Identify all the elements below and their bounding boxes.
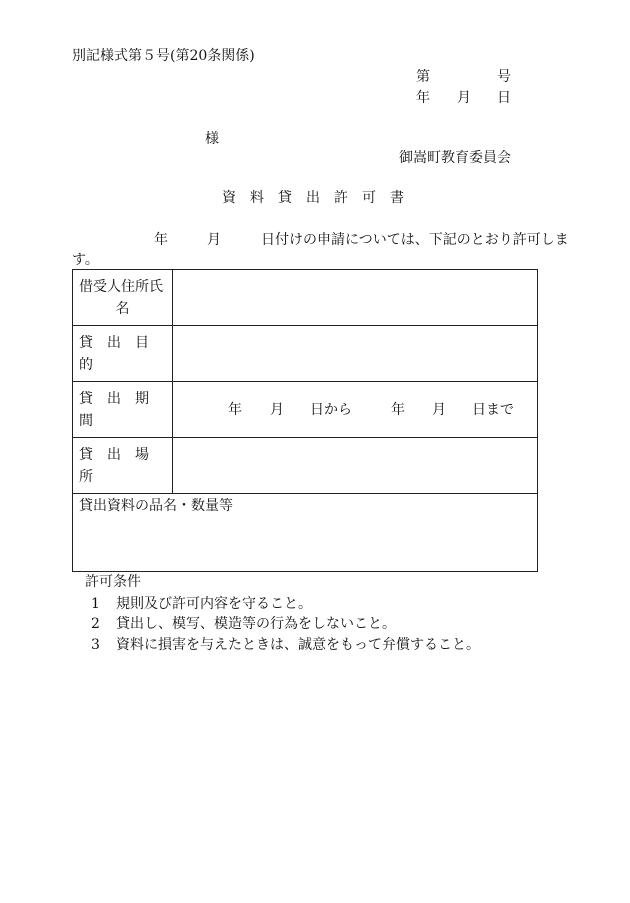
form-reference: 別記様式第５号(第20条関係) [72,48,255,64]
condition-1-number: 1 [91,596,100,612]
borrower-label-line2: 名 [115,300,130,317]
conditions-heading: 許可条件 [85,574,141,590]
borrower-label-line1: 借受人住所氏 [79,278,163,295]
period-to-month: 月 [432,402,446,418]
issuer: 御嵩町教育委員会 [399,150,511,166]
body-text-line1: 日付けの申請については、下記のとおり許可しま [261,232,569,248]
purpose-value-cell[interactable] [173,326,538,382]
items-cell[interactable] [73,494,538,572]
period-to-day: 日まで [472,402,514,418]
permit-form-table [72,269,538,572]
borrower-row [73,270,538,326]
place-label: 貸 出 場 所 [79,446,163,485]
items-row [73,494,538,572]
addressee-suffix: 様 [205,131,219,147]
period-fields [173,382,537,437]
condition-2-number: 2 [91,616,100,632]
body-year: 年 [154,232,168,248]
period-to-year: 年 [391,402,405,418]
number-suffix: 号 [497,69,511,85]
place-label-cell [73,438,173,494]
place-value-cell[interactable] [173,438,538,494]
period-value-cell[interactable] [173,382,538,438]
place-row [73,438,538,494]
purpose-label-cell [73,326,173,382]
document-title: 資 料 貸 出 許 可 書 [222,190,404,206]
period-label: 貸 出 期 間 [79,390,163,429]
purpose-label: 貸 出 目 的 [79,334,163,373]
number-prefix: 第 [416,69,430,85]
body-month: 月 [207,232,221,248]
body-text-line2: す。 [72,252,99,268]
period-from-day: 日から [310,402,352,418]
condition-3-text: 資料に損害を与えたときは、誠意をもって弁償すること。 [116,637,480,653]
period-from-month: 月 [270,402,284,418]
header-day: 日 [497,90,511,106]
condition-2-text: 貸出し、模写、模造等の行為をしないこと。 [116,616,396,632]
period-label-cell [73,382,173,438]
header-month: 月 [457,90,471,106]
condition-1-text: 規則及び許可内容を守ること。 [116,596,312,612]
borrower-label-cell [73,270,173,326]
items-label: 貸出資料の品名・数量等 [79,498,233,514]
header-year: 年 [416,90,430,106]
period-row [73,382,538,438]
condition-3-number: 3 [91,637,100,653]
borrower-value-cell[interactable] [173,270,538,326]
purpose-row [73,326,538,382]
period-from-year: 年 [228,402,242,418]
